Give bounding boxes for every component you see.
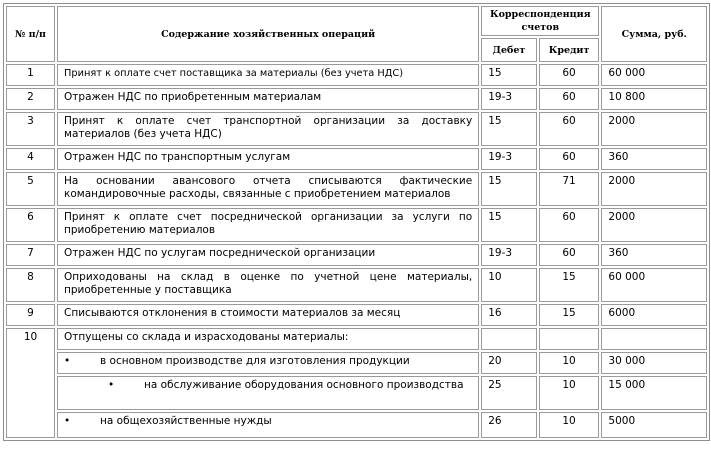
row-credit: 60: [539, 244, 600, 266]
row-number: 8: [6, 268, 55, 302]
row-debit: [481, 328, 536, 350]
row-number: 1: [6, 64, 55, 86]
subrow-sum: 15 000: [601, 376, 707, 410]
subrow-credit: 10: [539, 412, 600, 438]
table-row: [6, 244, 707, 266]
subrow-credit: 10: [539, 352, 600, 374]
row-description: Принят к оплате счет транспортной организации за доставку материалов (без учета НДС): [57, 112, 479, 146]
row-sum: 6000: [601, 304, 707, 326]
subrow-sum: 30 000: [601, 352, 707, 374]
table-row: [6, 208, 707, 242]
row-number: 7: [6, 244, 55, 266]
subrow-sum: 5000: [601, 412, 707, 438]
header-description: Содержание хозяйственных операций: [57, 6, 479, 62]
row-sum: 2000: [601, 208, 707, 242]
header-sum: Сумма, руб.: [601, 6, 707, 62]
header-credit: Кредит: [539, 38, 600, 62]
table-row: [6, 304, 707, 326]
subrow-description: [57, 412, 479, 438]
row-description: Отпущены со склада и израсходованы материалы:: [57, 328, 479, 350]
row-credit: 71: [539, 172, 600, 206]
bullet-icon: •: [64, 355, 71, 367]
subrow-credit: 10: [539, 376, 600, 410]
row-debit: 10: [481, 268, 536, 302]
row-credit: [539, 328, 600, 350]
header-debit: Дебет: [481, 38, 536, 62]
bullet-icon: •: [108, 379, 115, 391]
subrow-text: на общехозяйственные нужды: [100, 415, 272, 427]
row-debit: 15: [481, 208, 536, 242]
row-description: Отражен НДС по приобретенным материалам: [57, 88, 479, 110]
subrow-debit: 26: [481, 412, 536, 438]
subrow-text: в основном производстве для изготовления продукции: [100, 355, 410, 367]
row-debit: 16: [481, 304, 536, 326]
row-number: 10: [6, 328, 55, 438]
row-debit: 15: [481, 172, 536, 206]
row-number: 6: [6, 208, 55, 242]
row-credit: 15: [539, 304, 600, 326]
table-subrow: [6, 412, 707, 438]
row-sum: 10 800: [601, 88, 707, 110]
table-row: [6, 148, 707, 170]
row-description: Принят к оплате счет поставщика за материалы (без учета НДС): [57, 64, 479, 86]
row-number: 5: [6, 172, 55, 206]
row-description: Оприходованы на склад в оценке по учетной цене материалы, приобретенные у поставщика: [57, 268, 479, 302]
row-debit: 15: [481, 112, 536, 146]
row-description: На основании авансового отчета списываются фактические командировочные расходы, связанные с приобретением материалов: [57, 172, 479, 206]
row-description: Принят к оплате счет посреднической организации за услуги по приобретению материалов: [57, 208, 479, 242]
subrow-debit: 20: [481, 352, 536, 374]
table-row: [6, 64, 707, 86]
row-description: Списываются отклонения в стоимости материалов за месяц: [57, 304, 479, 326]
subrow-debit: 25: [481, 376, 536, 410]
row-number: 9: [6, 304, 55, 326]
row-debit: 15: [481, 64, 536, 86]
row-sum: 60 000: [601, 268, 707, 302]
row-description: Отражен НДС по транспортным услугам: [57, 148, 479, 170]
table-row: [6, 268, 707, 302]
row-number: 2: [6, 88, 55, 110]
subrow-text: на обслуживание оборудования основного производства: [144, 379, 464, 391]
table-row: [6, 172, 707, 206]
row-sum: 2000: [601, 172, 707, 206]
row-sum: 360: [601, 244, 707, 266]
row-credit: 60: [539, 112, 600, 146]
row-debit: 19-3: [481, 244, 536, 266]
row-credit: 60: [539, 148, 600, 170]
table-subrow: [6, 376, 707, 410]
header-correspondence: Корреспонденция счетов: [481, 6, 599, 36]
table-row: [6, 88, 707, 110]
table-subrow: [6, 352, 707, 374]
row-sum: 60 000: [601, 64, 707, 86]
row-number: 4: [6, 148, 55, 170]
row-credit: 15: [539, 268, 600, 302]
row-credit: 60: [539, 208, 600, 242]
operations-table: [3, 3, 710, 441]
bullet-icon: •: [64, 415, 71, 427]
table-row: [6, 328, 707, 350]
row-sum: [601, 328, 707, 350]
row-credit: 60: [539, 64, 600, 86]
table-row: [6, 112, 707, 146]
row-debit: 19-3: [481, 148, 536, 170]
subrow-description: [57, 376, 479, 410]
row-debit: 19-3: [481, 88, 536, 110]
subrow-description: [57, 352, 479, 374]
row-description: Отражен НДС по услугам посреднической организации: [57, 244, 479, 266]
row-sum: 360: [601, 148, 707, 170]
row-credit: 60: [539, 88, 600, 110]
header-num: № п/п: [6, 6, 55, 62]
row-number: 3: [6, 112, 55, 146]
row-sum: 2000: [601, 112, 707, 146]
